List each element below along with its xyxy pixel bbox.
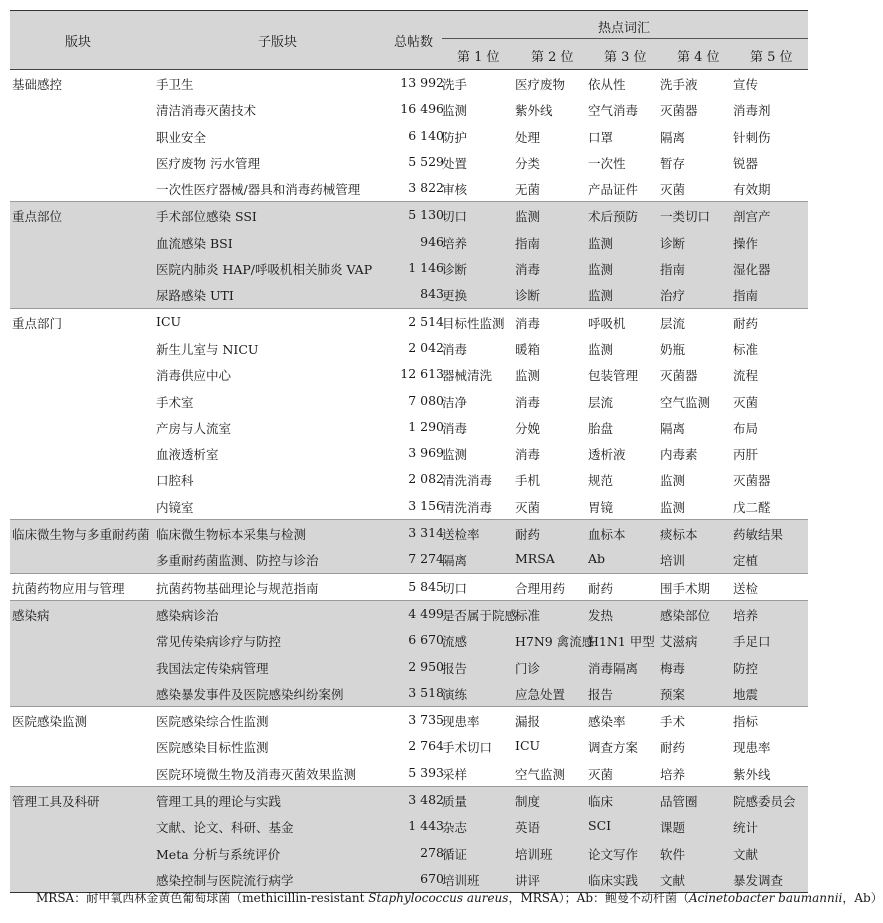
table-row (10, 733, 808, 759)
table-row (10, 309, 808, 335)
hot-word-rank-3: 调查方案 (588, 740, 639, 756)
hot-word-rank-5: 戊二醛 (733, 499, 771, 515)
post-count: 1 146 (408, 260, 444, 276)
hot-word-rank-1: 送检率 (442, 527, 480, 543)
hot-word-rank-1: 器械清洗 (442, 368, 493, 384)
subsection-name: 我国法定传染病管理 (156, 660, 269, 676)
hot-word-rank-4: 内毒素 (660, 447, 698, 463)
table-row (10, 281, 808, 307)
hot-word-rank-3: 感染率 (588, 714, 626, 730)
hot-word-rank-5: 剖宫产 (733, 209, 771, 225)
hot-word-rank-5: 针刺伤 (733, 129, 771, 145)
section-group (10, 201, 808, 307)
hot-word-rank-5: 院感委员会 (733, 794, 796, 810)
hot-word-rank-2: 消毒 (515, 447, 541, 463)
hot-word-rank-2: 应急处置 (515, 686, 566, 702)
table-row (10, 787, 808, 813)
post-count: 16 496 (400, 101, 444, 117)
hot-word-rank-1: 清洗消毒 (442, 499, 493, 515)
hot-word-rank-2: 合理用药 (515, 580, 566, 596)
post-count: 2 764 (408, 738, 444, 754)
hot-word-rank-1: 消毒 (442, 341, 468, 357)
hot-word-rank-4: 隔离 (660, 129, 686, 145)
hot-word-rank-4: 灭菌器 (660, 368, 698, 384)
hot-word-rank-1: 培养 (442, 235, 468, 251)
post-count: 5 845 (408, 578, 444, 594)
hot-word-rank-2: 讲评 (515, 872, 541, 888)
hot-topics-table (10, 10, 808, 893)
hot-word-rank-4: 培训 (660, 553, 686, 569)
hot-word-rank-1: 演练 (442, 686, 468, 702)
subsection-name: 医院内肺炎 HAP/呼吸机相关肺炎 VAP (156, 262, 373, 278)
section-name: 医院感染监测 (12, 714, 88, 730)
hot-word-rank-3: 监测 (588, 262, 614, 278)
hot-word-rank-4: 诊断 (660, 235, 686, 251)
table-row (10, 627, 808, 653)
hot-word-rank-5: 有效期 (733, 182, 771, 198)
table-row (10, 229, 808, 255)
table-row (10, 813, 808, 839)
table-row (10, 96, 808, 122)
hot-word-rank-3: 规范 (588, 473, 614, 489)
section-name: 重点部门 (12, 315, 63, 331)
hot-word-rank-1: 现患率 (442, 714, 480, 730)
hot-word-rank-3: 报告 (588, 686, 614, 702)
hot-word-rank-3: SCI (588, 818, 612, 834)
table-row (10, 707, 808, 733)
hot-word-rank-2: 漏报 (515, 714, 541, 730)
post-count: 3 518 (408, 684, 444, 700)
subsection-name: 抗菌药物基础理论与规范指南 (156, 580, 319, 596)
hot-word-rank-5: 药敏结果 (733, 527, 784, 543)
hot-word-rank-1: 洗手 (442, 77, 468, 92)
post-count: 2 514 (408, 313, 444, 329)
subsection-name: 手卫生 (156, 77, 194, 92)
hot-word-rank-1: 切口 (442, 580, 468, 596)
hot-word-rank-4: 梅毒 (660, 660, 686, 676)
hot-word-rank-3: 监测 (588, 341, 614, 357)
subsection-name: 清洁消毒灭菌技术 (156, 103, 257, 119)
section-group (10, 600, 808, 706)
footnote-text-2: ，MRSA）；Ab：鲍曼不动杆菌（ (508, 891, 689, 905)
hot-word-rank-4: 手术 (660, 714, 686, 730)
hot-word-rank-3: 胃镜 (588, 499, 614, 515)
post-count: 1 290 (408, 418, 444, 434)
section-name: 基础感控 (12, 77, 63, 92)
hot-word-rank-2: 消毒 (515, 315, 541, 331)
table-row (10, 601, 808, 627)
hot-word-rank-4: 耐药 (660, 740, 686, 756)
post-count: 2 042 (408, 339, 444, 355)
hot-word-rank-4: 一类切口 (660, 209, 711, 225)
section-group (10, 706, 808, 786)
hot-word-rank-5: 定植 (733, 553, 759, 569)
hot-word-rank-4: 品管圈 (660, 794, 698, 810)
table-row (10, 123, 808, 149)
hot-word-rank-2: 处理 (515, 129, 541, 145)
hot-word-rank-5: 地震 (733, 686, 759, 702)
hot-word-rank-2: 培训班 (515, 846, 553, 862)
subsection-name: 医疗废物 污水管理 (156, 155, 260, 171)
hot-word-rank-2: 消毒 (515, 394, 541, 410)
hot-word-rank-1: 监测 (442, 447, 468, 463)
hot-word-rank-3: 包装管理 (588, 368, 639, 384)
post-count: 843 (420, 286, 444, 302)
hot-word-rank-1: 手术切口 (442, 740, 493, 756)
subsection-name: 一次性医疗器械/器具和消毒药械管理 (156, 182, 361, 198)
hot-word-rank-3: 呼吸机 (588, 315, 626, 331)
hot-word-rank-3: 口罩 (588, 129, 614, 145)
hot-word-rank-4: 监测 (660, 499, 686, 515)
hot-word-rank-1: 消毒 (442, 420, 468, 436)
hot-word-rank-2: 门诊 (515, 660, 541, 676)
post-count: 3 156 (408, 497, 444, 513)
post-count: 13 992 (400, 75, 444, 90)
subsection-name: 文献、论文、科研、基金 (156, 820, 294, 836)
table-row (10, 255, 808, 281)
post-count: 1 443 (408, 818, 444, 834)
hot-word-rank-5: 锐器 (733, 155, 759, 171)
hot-word-rank-3: 产品证件 (588, 182, 639, 198)
table-row (10, 335, 808, 361)
table-row (10, 388, 808, 414)
footnote-text-3: ，Ab） (842, 891, 883, 905)
post-count: 6 670 (408, 632, 444, 648)
hot-word-rank-1: 目标性监测 (442, 315, 505, 331)
subsection-name: 尿路感染 UTI (156, 288, 234, 304)
section-name: 管理工具及科研 (12, 794, 100, 810)
hot-word-rank-4: 文献 (660, 872, 686, 888)
hot-word-rank-1: 处置 (442, 155, 468, 171)
hot-word-rank-3: 耐药 (588, 580, 614, 596)
post-count: 2 082 (408, 471, 444, 487)
table-row (10, 520, 808, 546)
subsection-name: 职业安全 (156, 129, 207, 145)
header-rank-4: 第 4 位 (677, 50, 720, 65)
hot-word-rank-4: 灭菌器 (660, 103, 698, 119)
hot-word-rank-2: 消毒 (515, 262, 541, 278)
hot-word-rank-2: 暖箱 (515, 341, 541, 357)
section-group (10, 70, 808, 201)
post-count: 278 (420, 844, 444, 860)
footnote (36, 889, 883, 906)
hot-word-rank-5: 耐药 (733, 315, 759, 331)
table-row (10, 680, 808, 706)
subsection-name: 临床微生物标本采集与检测 (156, 527, 307, 543)
table-header (10, 10, 808, 70)
header-total-posts: 总帖数 (394, 35, 434, 50)
table-row (10, 149, 808, 175)
subsection-name: 产房与人流室 (156, 420, 232, 436)
subsection-name: 感染控制与医院流行病学 (156, 872, 294, 888)
hot-word-rank-2: 紫外线 (515, 103, 553, 119)
hot-word-rank-5: 消毒剂 (733, 103, 771, 119)
hot-word-rank-2: 监测 (515, 368, 541, 384)
subsection-name: 新生儿室与 NICU (156, 341, 259, 357)
hot-word-rank-2: 分娩 (515, 420, 541, 436)
subsection-name: 感染暴发事件及医院感染纠纷案例 (156, 686, 344, 702)
hot-word-rank-2: 分类 (515, 155, 541, 171)
hot-word-rank-1: 防护 (442, 129, 468, 145)
hot-word-rank-4: 感染部位 (660, 607, 711, 623)
hot-word-rank-3: 透析液 (588, 447, 626, 463)
hot-word-rank-1: 是否属于院感 (442, 607, 518, 623)
section-group (10, 573, 808, 600)
hot-word-rank-1: 质量 (442, 794, 468, 810)
section-name: 感染病 (12, 607, 50, 623)
subsection-name: 口腔科 (156, 473, 194, 489)
hot-word-rank-5: 丙肝 (733, 447, 759, 463)
hot-word-rank-5: 手足口 (733, 634, 771, 650)
table-row (10, 466, 808, 492)
hot-word-rank-5: 暴发调查 (733, 872, 784, 888)
table-row (10, 840, 808, 866)
hot-word-rank-5: 宣传 (733, 77, 759, 92)
table-row (10, 202, 808, 228)
hot-word-rank-5: 文献 (733, 846, 759, 862)
post-count: 5 529 (408, 153, 444, 169)
header-rank-5: 第 5 位 (750, 50, 793, 65)
section-name: 抗菌药物应用与管理 (12, 580, 125, 596)
footnote-italic-1: Staphylococcus aureus (368, 891, 509, 905)
hot-word-rank-4: 围手术期 (660, 580, 711, 596)
hot-word-rank-4: 暂存 (660, 155, 686, 171)
hot-word-rank-4: 治疗 (660, 288, 686, 304)
post-count: 7 274 (408, 551, 444, 567)
hot-word-rank-2: 制度 (515, 794, 541, 810)
hot-word-rank-1: 流感 (442, 634, 468, 650)
hot-word-rank-4: 课题 (660, 820, 686, 836)
post-count: 3 735 (408, 712, 444, 728)
hot-word-rank-3: 一次性 (588, 155, 626, 171)
subsection-name: 多重耐药菌监测、防控与诊治 (156, 553, 319, 569)
hot-word-rank-5: 送检 (733, 580, 759, 596)
hot-word-rank-2: 灭菌 (515, 499, 541, 515)
hot-word-rank-4: 监测 (660, 473, 686, 489)
hot-word-rank-3: 灭菌 (588, 766, 614, 782)
hot-word-rank-2: 医疗废物 (515, 77, 566, 92)
hot-word-rank-2: 诊断 (515, 288, 541, 304)
subsection-name: 手术室 (156, 394, 194, 410)
post-count: 6 140 (408, 127, 444, 143)
section-name: 临床微生物与多重耐药菌 (12, 527, 150, 543)
subsection-name: 管理工具的理论与实践 (156, 794, 282, 810)
hot-word-rank-4: 洗手液 (660, 77, 698, 92)
hot-word-rank-5: 指标 (733, 714, 759, 730)
hot-word-rank-3: 监测 (588, 235, 614, 251)
hot-word-rank-1: 切口 (442, 209, 468, 225)
subsection-name: 手术部位感染 SSI (156, 209, 257, 225)
header-divider (442, 38, 808, 39)
hot-word-rank-2: 空气监测 (515, 766, 566, 782)
header-subsection: 子版块 (258, 35, 298, 50)
hot-word-rank-1: 清洗消毒 (442, 473, 493, 489)
hot-word-rank-2: 耐药 (515, 527, 541, 543)
post-count: 7 080 (408, 392, 444, 408)
hot-word-rank-3: Ab (588, 551, 606, 567)
hot-word-rank-5: 湿化器 (733, 262, 771, 278)
section-group (10, 308, 808, 519)
hot-word-rank-2: H7N9 禽流感 (515, 634, 595, 650)
subsection-name: 医院感染综合性监测 (156, 714, 269, 730)
hot-word-rank-2: 指南 (515, 235, 541, 251)
hot-word-rank-1: 杂志 (442, 820, 468, 836)
section-group (10, 786, 808, 892)
hot-word-rank-3: 术后预防 (588, 209, 639, 225)
table-row (10, 654, 808, 680)
subsection-name: 血液透析室 (156, 447, 219, 463)
hot-word-rank-1: 采样 (442, 766, 468, 782)
hot-word-rank-1: 监测 (442, 103, 468, 119)
post-count: 3 822 (408, 180, 444, 196)
subsection-name: Meta 分析与系统评价 (156, 846, 281, 862)
post-count: 3 969 (408, 445, 444, 461)
post-count: 670 (420, 870, 444, 886)
table-row (10, 493, 808, 519)
hot-word-rank-2: MRSA (515, 551, 555, 567)
hot-word-rank-1: 更换 (442, 288, 468, 304)
hot-word-rank-2: ICU (515, 738, 541, 754)
hot-word-rank-4: 灭菌 (660, 182, 686, 198)
section-name: 重点部位 (12, 209, 63, 225)
subsection-name: 常见传染病诊疗与防控 (156, 634, 282, 650)
header-rank-2: 第 2 位 (531, 50, 574, 65)
hot-word-rank-3: 胎盘 (588, 420, 614, 436)
table-row (10, 414, 808, 440)
post-count: 3 482 (408, 792, 444, 808)
hot-word-rank-5: 灭菌器 (733, 473, 771, 489)
hot-word-rank-1: 隔离 (442, 553, 468, 569)
subsection-name: 血流感染 BSI (156, 235, 233, 251)
table-row (10, 546, 808, 572)
post-count: 5 393 (408, 764, 444, 780)
section-group (10, 519, 808, 573)
table-row (10, 440, 808, 466)
table-row (10, 70, 808, 96)
post-count: 12 613 (400, 366, 444, 382)
table-row (10, 175, 808, 201)
hot-word-rank-4: 隔离 (660, 420, 686, 436)
hot-word-rank-4: 软件 (660, 846, 686, 862)
post-count: 3 314 (408, 525, 444, 541)
hot-word-rank-5: 现患率 (733, 740, 771, 756)
hot-word-rank-4: 艾滋病 (660, 634, 698, 650)
header-rank-3: 第 3 位 (604, 50, 647, 65)
post-count: 2 950 (408, 658, 444, 674)
hot-word-rank-1: 培训班 (442, 872, 480, 888)
subsection-name: 感染病诊治 (156, 607, 219, 623)
table-row (10, 361, 808, 387)
hot-word-rank-5: 流程 (733, 368, 759, 384)
post-count: 946 (420, 233, 444, 249)
hot-word-rank-3: 临床 (588, 794, 614, 810)
post-count: 4 499 (408, 605, 444, 621)
header-rank-1: 第 1 位 (457, 50, 500, 65)
hot-word-rank-3: 层流 (588, 394, 614, 410)
footnote-text-1: MRSA：耐甲氧西林金黄色葡萄球菌（methicillin-resistant (36, 891, 369, 905)
hot-word-rank-2: 标准 (515, 607, 541, 623)
hot-word-rank-2: 手机 (515, 473, 541, 489)
hot-word-rank-3: H1N1 甲型 (588, 634, 655, 650)
hot-word-rank-4: 培养 (660, 766, 686, 782)
subsection-name: 医院环境微生物及消毒灭菌效果监测 (156, 766, 357, 782)
header-section: 版块 (65, 35, 92, 50)
hot-word-rank-1: 循证 (442, 846, 468, 862)
hot-word-rank-1: 洁净 (442, 394, 468, 410)
subsection-name: 消毒供应中心 (156, 368, 232, 384)
hot-word-rank-1: 诊断 (442, 262, 468, 278)
hot-word-rank-2: 英语 (515, 820, 541, 836)
hot-word-rank-2: 监测 (515, 209, 541, 225)
hot-word-rank-2: 无菌 (515, 182, 541, 198)
hot-word-rank-3: 空气消毒 (588, 103, 639, 119)
hot-word-rank-5: 操作 (733, 235, 759, 251)
hot-word-rank-5: 布局 (733, 420, 759, 436)
hot-word-rank-5: 指南 (733, 288, 759, 304)
hot-word-rank-5: 标准 (733, 341, 759, 357)
hot-word-rank-4: 预案 (660, 686, 686, 702)
hot-word-rank-4: 指南 (660, 262, 686, 278)
hot-word-rank-1: 审核 (442, 182, 468, 198)
hot-word-rank-4: 层流 (660, 315, 686, 331)
hot-word-rank-1: 报告 (442, 660, 468, 676)
hot-word-rank-5: 灭菌 (733, 394, 759, 410)
table-row (10, 574, 808, 600)
hot-word-rank-5: 紫外线 (733, 766, 771, 782)
hot-word-rank-3: 临床实践 (588, 872, 639, 888)
hot-word-rank-3: 发热 (588, 607, 614, 623)
hot-word-rank-4: 奶瓶 (660, 341, 686, 357)
hot-word-rank-3: 监测 (588, 288, 614, 304)
hot-word-rank-3: 论文写作 (588, 846, 639, 862)
post-count: 5 130 (408, 207, 444, 223)
footnote-italic-2: Acinetobacter baumannii (689, 891, 843, 905)
table-row (10, 760, 808, 786)
subsection-name: 医院感染目标性监测 (156, 740, 269, 756)
hot-word-rank-5: 培养 (733, 607, 759, 623)
hot-word-rank-5: 统计 (733, 820, 759, 836)
hot-word-rank-5: 防控 (733, 660, 759, 676)
hot-word-rank-3: 血标本 (588, 527, 626, 543)
header-hot-words: 热点词汇 (598, 21, 651, 36)
hot-word-rank-3: 消毒隔离 (588, 660, 639, 676)
hot-word-rank-4: 痰标本 (660, 527, 698, 543)
hot-word-rank-4: 空气监测 (660, 394, 711, 410)
subsection-name: ICU (156, 313, 182, 329)
table-body (10, 70, 808, 892)
subsection-name: 内镜室 (156, 499, 194, 515)
hot-word-rank-3: 依从性 (588, 77, 626, 92)
